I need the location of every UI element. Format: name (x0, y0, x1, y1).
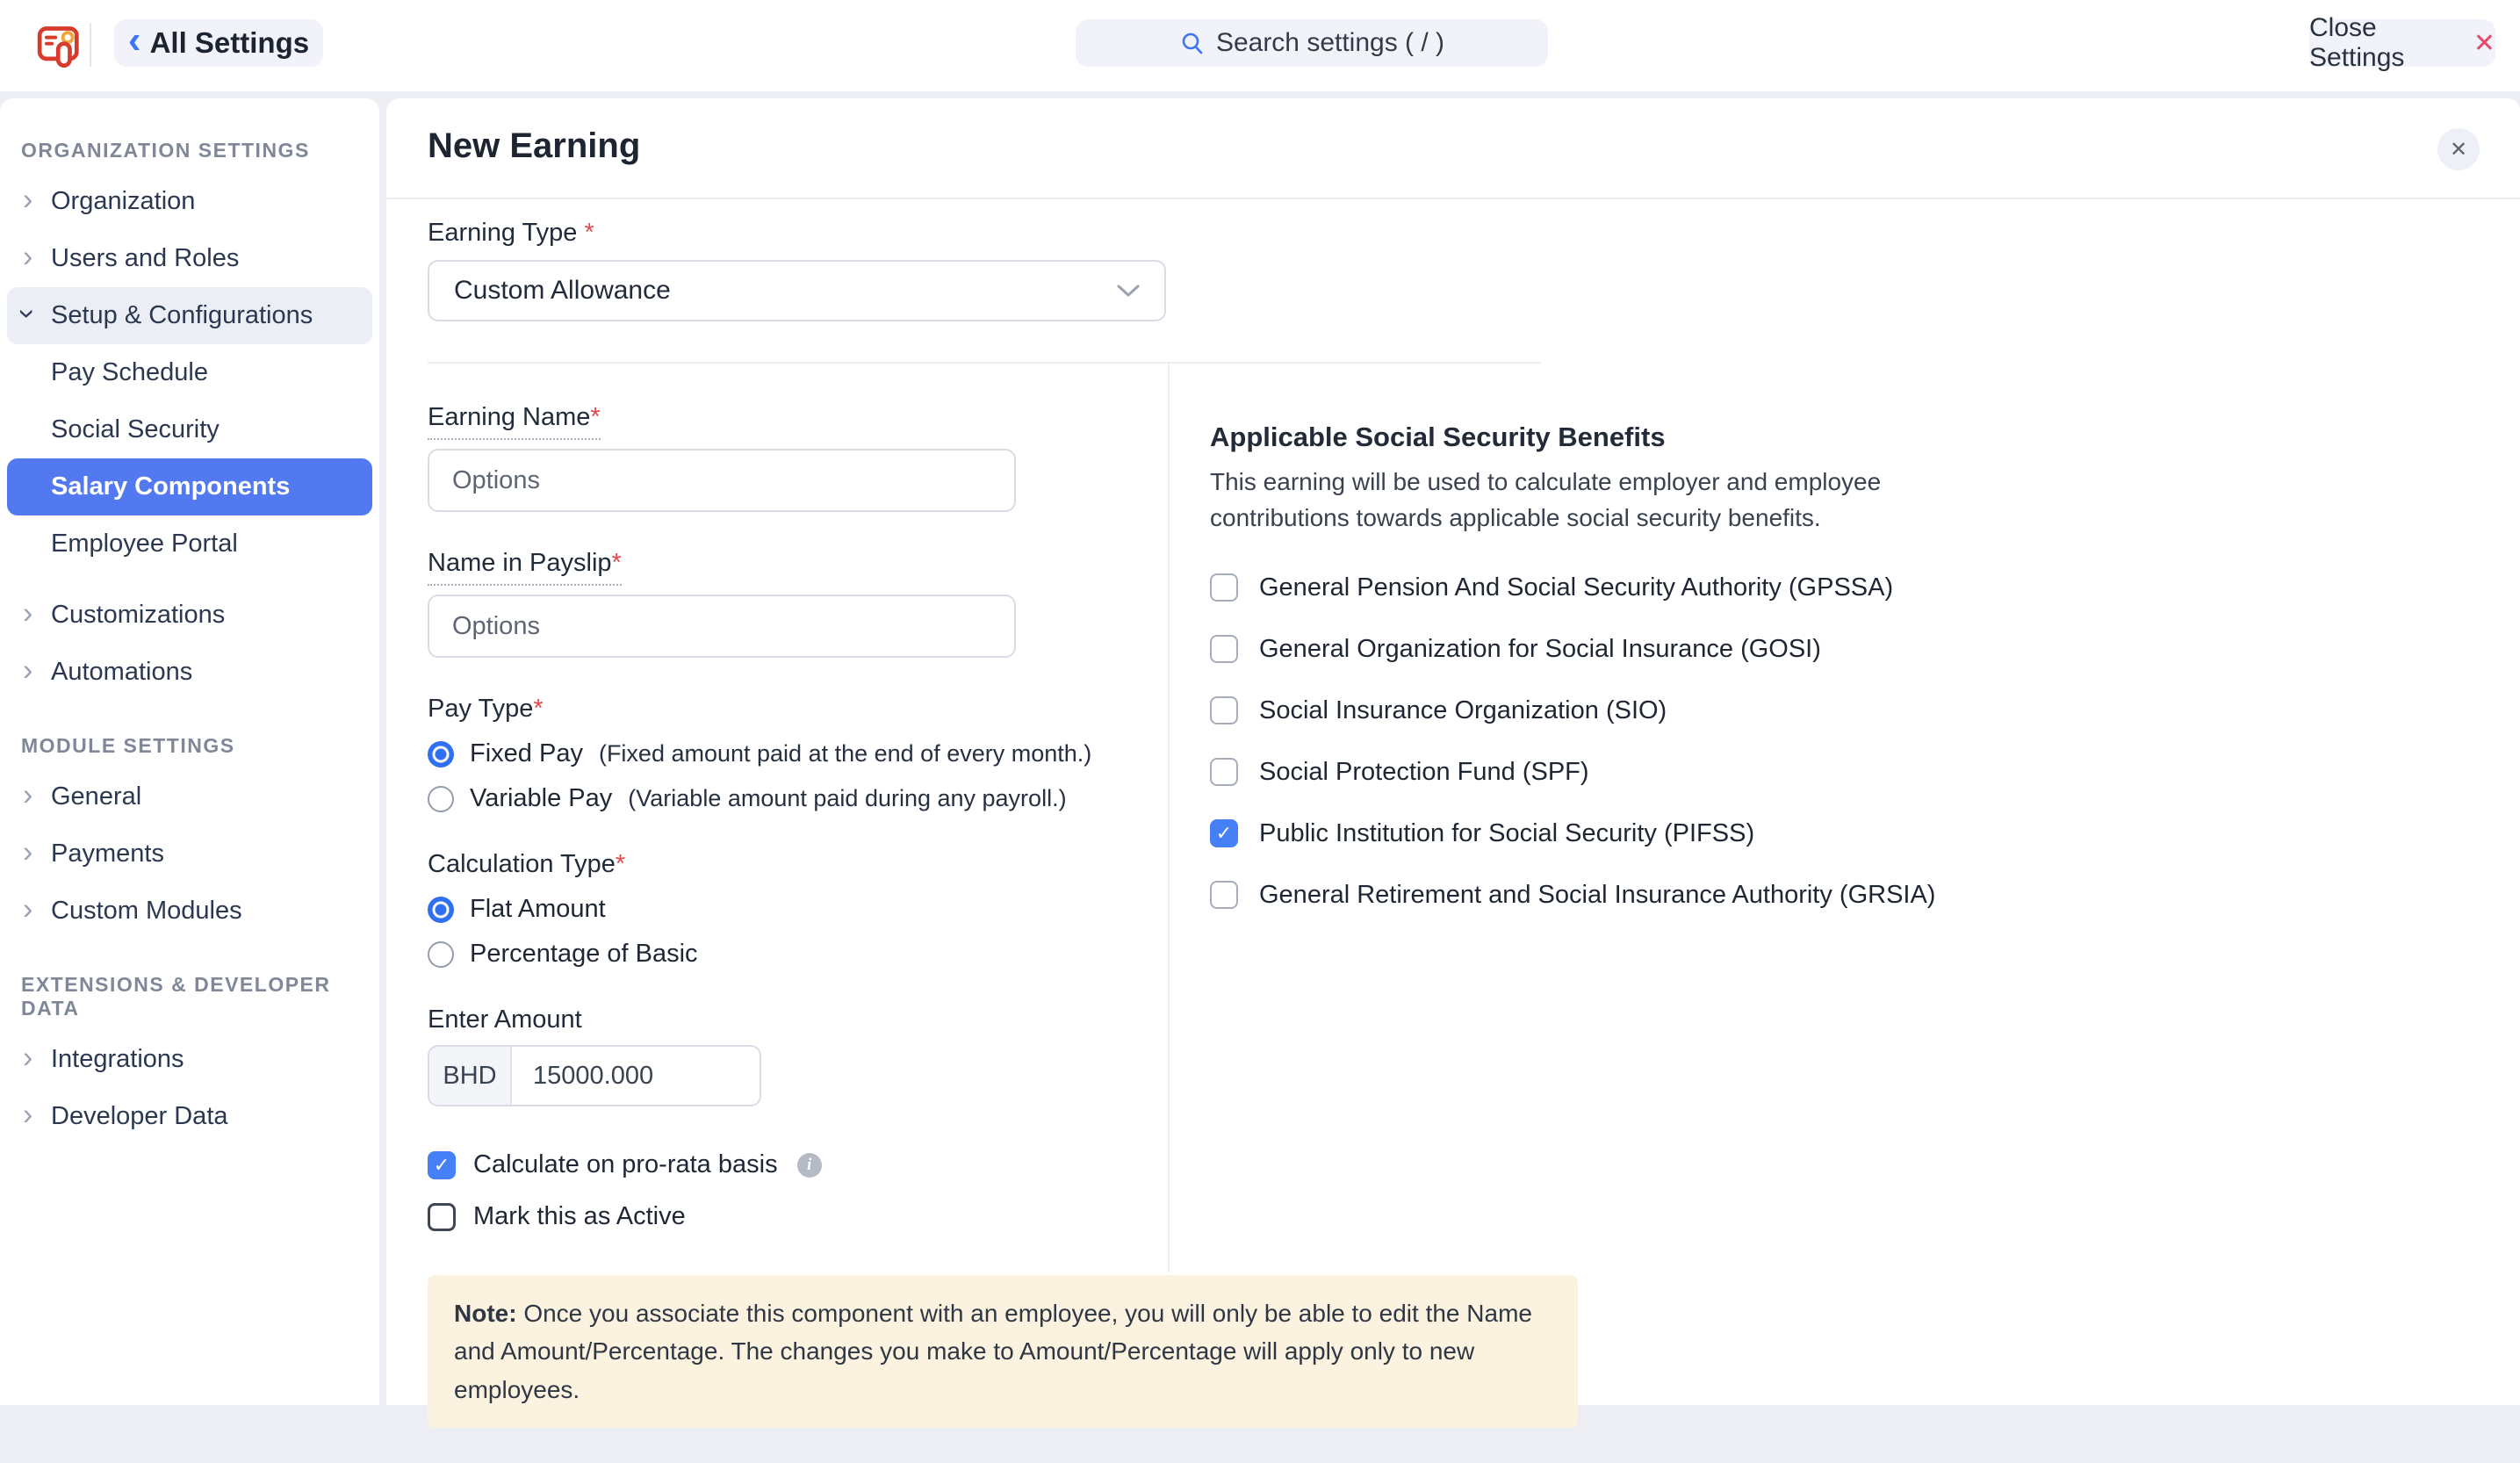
earning-name-label: Earning Name* (428, 403, 601, 440)
sidebar-item-setup-configurations[interactable]: › Setup & Configurations (7, 287, 372, 344)
checkbox-unchecked-icon (1210, 573, 1238, 602)
close-settings-label: Close Settings (2309, 13, 2405, 72)
amount-input[interactable] (512, 1047, 760, 1105)
sidebar-item-salary-components[interactable]: Salary Components (7, 458, 372, 515)
benefits-list (1210, 557, 2520, 926)
chevron-right-icon: › (23, 239, 33, 273)
prorata-checkbox-row[interactable]: ✓ Calculate on pro-rata basis i (428, 1150, 1168, 1179)
sidebar-item-payments[interactable]: › Payments (23, 834, 164, 868)
all-settings-button[interactable]: ‹ All Settings (114, 19, 323, 67)
chevron-right-icon: › (23, 1040, 33, 1074)
close-panel-button[interactable] (2437, 128, 2480, 170)
close-settings-button[interactable] (2309, 13, 2495, 72)
earning-form-column (386, 364, 1170, 1272)
all-settings-label: All Settings (149, 26, 310, 59)
benefit-pifss-checkbox-row[interactable]: ✓ Public Institution for Social Security (PIFSS) (1210, 803, 2520, 864)
checkbox-checked-icon (428, 1151, 456, 1179)
benefits-description: This earning will be used to calculate employer and employee contributions towards applicable social security benefits. (1210, 468, 1882, 531)
info-icon[interactable]: i (797, 1153, 822, 1178)
note-prefix: Note: (454, 1300, 517, 1327)
new-earning-panel (386, 98, 2520, 1405)
topbar-divider (90, 23, 91, 67)
sidebar-item-automations[interactable]: › Automations (23, 652, 193, 687)
page-title: New Earning (428, 126, 641, 165)
section-header-organization-settings: ORGANIZATION SETTINGS (21, 139, 310, 162)
earning-type-value: Custom Allowance (454, 276, 671, 305)
sidebar-item-employee-portal[interactable]: Employee Portal (51, 530, 238, 558)
note-box (428, 1275, 1578, 1428)
amount-input-group (428, 1045, 761, 1106)
chevron-right-icon: › (23, 182, 33, 216)
required-asterisk: * (611, 549, 622, 577)
checkbox-unchecked-icon (1210, 881, 1238, 909)
benefit-gpssa-checkbox-row[interactable]: General Pension And Social Security Authority (GPSSA) (1210, 557, 2520, 618)
search-placeholder: Search settings ( / ) (1215, 28, 1445, 57)
settings-sidebar (0, 98, 379, 1405)
chevron-right-icon: › (23, 1097, 33, 1131)
currency-prefix: BHD (429, 1047, 512, 1105)
earning-type-label: Earning Type * (428, 219, 594, 247)
flat-amount-radio[interactable]: Flat Amount (428, 895, 1168, 924)
radio-unselected-icon (428, 786, 454, 812)
topbar (0, 0, 2520, 91)
sidebar-item-organization[interactable]: › Organization (23, 182, 196, 216)
checkbox-checked-icon (1210, 819, 1238, 847)
note-text: Once you associate this component with an employee, you will only be able to edit the Name and Amount/Percentage. The changes you make to Amount/Percentage will apply only to new employees. (454, 1300, 1532, 1403)
radio-selected-icon (428, 897, 454, 923)
required-asterisk: * (590, 403, 601, 431)
checkbox-unchecked-icon (1210, 696, 1238, 724)
chevron-down-icon: › (11, 308, 45, 319)
fixed-pay-radio[interactable]: Fixed Pay (Fixed amount paid at the end of every month.) (428, 739, 1168, 768)
chevron-right-icon: › (23, 652, 33, 687)
panel-header (386, 98, 2520, 199)
checkbox-unchecked-icon (1210, 758, 1238, 786)
sidebar-item-custom-modules[interactable]: › Custom Modules (23, 891, 242, 926)
close-x-icon: ✕ (2473, 28, 2495, 58)
earning-type-section (386, 199, 2520, 364)
sidebar-item-pay-schedule[interactable]: Pay Schedule (51, 358, 208, 386)
fixed-pay-description: (Fixed amount paid at the end of every month.) (598, 740, 1092, 767)
close-icon: ✕ (2449, 137, 2468, 162)
calculation-type-label: Calculation Type* (428, 850, 626, 878)
radio-unselected-icon (428, 941, 454, 968)
form-columns (386, 364, 2520, 1272)
name-in-payslip-input[interactable] (428, 595, 1016, 658)
mark-active-checkbox-row[interactable]: Mark this as Active (428, 1202, 1168, 1231)
chevron-right-icon: › (23, 891, 33, 926)
radio-selected-icon (428, 741, 454, 768)
benefits-title: Applicable Social Security Benefits (1210, 422, 1666, 452)
percentage-of-basic-radio[interactable]: Percentage of Basic (428, 940, 1168, 969)
sidebar-item-integrations[interactable]: › Integrations (23, 1040, 184, 1074)
section-header-extensions-developer-data: EXTENSIONS & DEVELOPER DATA (21, 973, 331, 1020)
chevron-right-icon: › (23, 834, 33, 868)
checkbox-unchecked-icon (1210, 635, 1238, 663)
section-header-module-settings: MODULE SETTINGS (21, 734, 235, 757)
name-in-payslip-label: Name in Payslip* (428, 549, 622, 586)
search-settings-input[interactable] (1076, 19, 1548, 67)
social-security-column (1170, 364, 2520, 1272)
benefit-gosi-checkbox-row[interactable]: General Organization for Social Insurance (GOSI) (1210, 618, 2520, 680)
benefit-sio-checkbox-row[interactable]: Social Insurance Organization (SIO) (1210, 680, 2520, 741)
benefit-spf-checkbox-row[interactable]: Social Protection Fund (SPF) (1210, 741, 2520, 803)
benefit-grsia-checkbox-row[interactable]: General Retirement and Social Insurance Authority (GRSIA) (1210, 864, 2520, 926)
pay-type-label: Pay Type* (428, 695, 544, 723)
chevron-right-icon: › (23, 777, 33, 811)
enter-amount-label: Enter Amount (428, 1005, 582, 1034)
sidebar-item-general[interactable]: › General (23, 777, 142, 811)
required-asterisk: * (615, 850, 626, 878)
sidebar-item-users-and-roles[interactable]: › Users and Roles (23, 239, 240, 273)
search-icon (1179, 30, 1206, 56)
sidebar-item-customizations[interactable]: › Customizations (23, 595, 226, 630)
chevron-down-icon (1117, 284, 1140, 298)
earning-name-input[interactable] (428, 449, 1016, 512)
chevron-right-icon: › (23, 595, 33, 630)
sidebar-item-social-security[interactable]: Social Security (51, 415, 220, 443)
required-asterisk: * (533, 695, 544, 723)
checkbox-unchecked-icon (428, 1203, 456, 1231)
earning-type-select[interactable] (428, 260, 1166, 321)
app-logo-icon[interactable] (37, 23, 81, 68)
required-asterisk: * (584, 219, 594, 247)
variable-pay-radio[interactable]: Variable Pay (Variable amount paid during any payroll.) (428, 784, 1168, 813)
sidebar-item-developer-data[interactable]: › Developer Data (23, 1097, 228, 1131)
variable-pay-description: (Variable amount paid during any payroll.) (628, 785, 1067, 811)
